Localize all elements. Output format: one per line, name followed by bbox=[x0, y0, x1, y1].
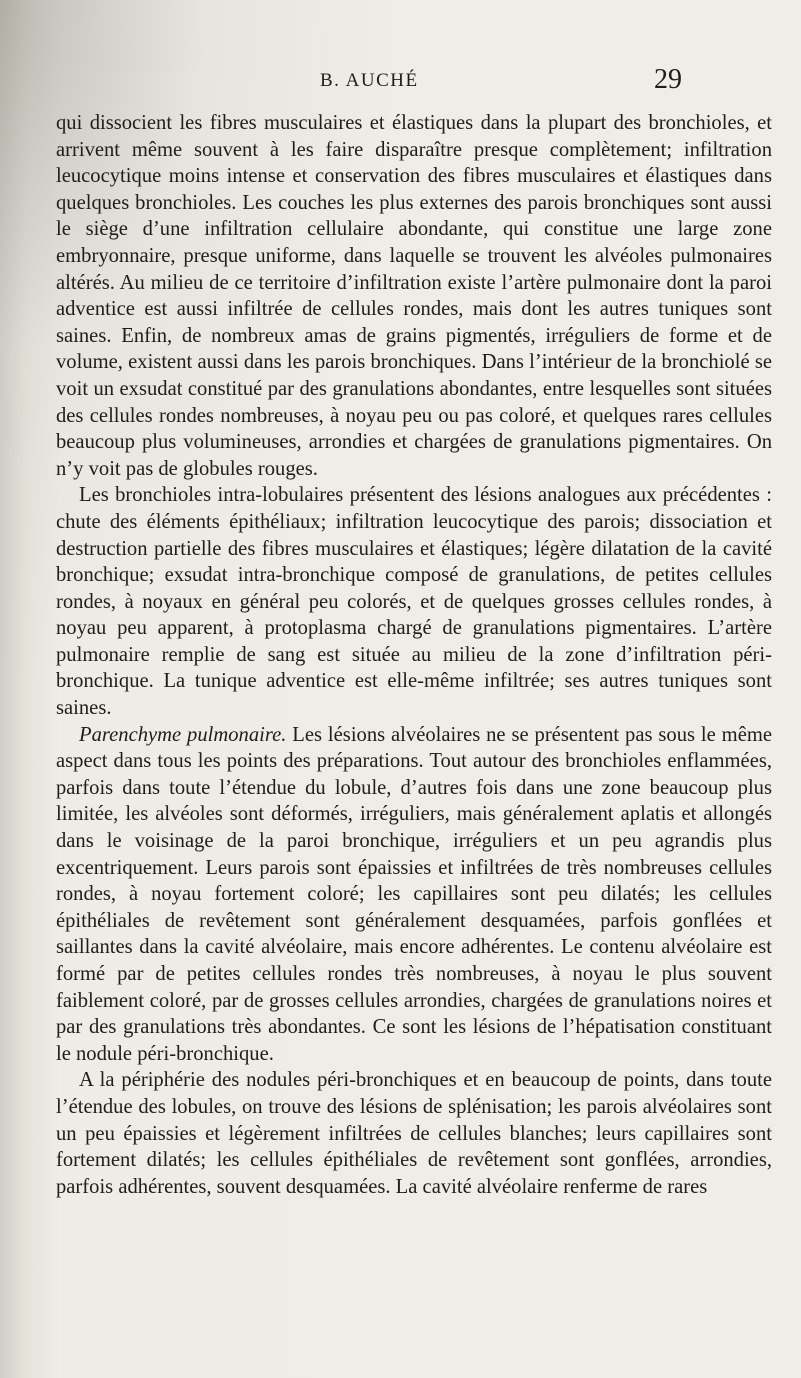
page-number: 29 bbox=[654, 64, 682, 95]
running-head-author: B. AUCHÉ bbox=[320, 70, 419, 91]
running-head bbox=[0, 64, 801, 94]
paragraph-2 bbox=[56, 482, 772, 721]
paragraph-1 bbox=[56, 110, 772, 482]
section-heading-parenchyme: Parenchyme pulmonaire. bbox=[79, 723, 287, 746]
paragraph-1-text: qui dissocient les fibres musculaires et élastiques dans la plupart des bronchioles, et arrivent même souvent à les faire disparaître presque complètement; infiltration leucocytique moins intense et conservation des fibres musculaires et élastiques dans quelques bronchioles. Les couches les plus externes des parois bronchiques sont aussi le siège d’une infiltration cellulaire abondante, qui constitue une large zone embryonnaire, presque uniforme, dans laquelle se trouvent les alvéoles pulmonaires altérés. Au milieu de ce territoire d’infiltration existe l’artère pulmonaire dont la paroi adventice est aussi infiltrée de cellules rondes, mais dont les autres tuniques sont saines. Enfin, de nombreux amas de grains pigmentés, irréguliers de forme et de volume, existent aussi dans les parois bronchiques. Dans l’intérieur de la bronchiolé se voit un exsudat constitué par des granulations abondantes, entre lesquelles sont situées des cellules rondes nombreuses, à noyau peu ou pas coloré, et quelques rares cellules beaucoup plus volumineuses, arrondies et chargées de granulations pigmentaires. On n’y voit pas de globules rouges. bbox=[56, 112, 772, 480]
paragraph-3 bbox=[56, 722, 772, 1068]
paragraph-3-text: Les lésions alvéolaires ne se présentent pas sous le même aspect dans tous les points des préparations. Tout autour des bronchioles enflammées, parfois dans toute l’étendue du lobule, d’autres fois dans une zone beaucoup plus limitée, les alvéoles sont déformés, irréguliers, mais généralement aplatis et allongés dans le voisinage de la paroi bronchique, irréguliers et un peu agrandis plus excentriquement. Leurs parois sont épaissies et infiltrées de très nombreuses cellules rondes, à noyau fortement coloré; les capillaires sont peu dilatés; les cellules épithéliales de revêtement sont généralement desquamées, parfois gonflées et saillantes dans la cavité alvéolaire, mais encore adhérentes. Le contenu alvéolaire est formé par de petites cellules rondes très nombreuses, à noyau le plus souvent faiblement coloré, par de grosses cellules arrondies, chargées de granulations noires et par des granulations très abondantes. Ce sont les lésions de l’hépatisation constituant le nodule péri-bronchique. bbox=[56, 723, 772, 1065]
paragraph-4-text: A la périphérie des nodules péri-bronchiques et en beaucoup de points, dans toute l’étendue des lobules, on trouve des lésions de splénisation; les parois alvéolaires sont un peu épaissies et légèrement infiltrées de cellules blanches; leurs capillaires sont fortement dilatés; les cellules épithéliales de revêtement sont gonflées, arrondies, parfois adhérentes, souvent desquamées. La cavité alvéolaire renferme de rares bbox=[56, 1069, 772, 1198]
body-text bbox=[56, 110, 772, 1200]
paragraph-2-text: Les bronchioles intra-lobulaires présentent des lésions analogues aux précédentes : chute des éléments épithéliaux; infiltration leucocytique des parois; dissociation et destruction partielle des fibres musculaires et élastiques; légère dilatation de la cavité bronchique; exsudat intra-bronchique composé de granulations, de petites cellules rondes, à noyaux en général peu colorés, et de quelques grosses cellules rondes, à noyau peu apparent, à protoplasma chargé de granulations pigmentaires. L’artère pulmonaire remplie de sang est située au milieu de la zone d’infiltration péri-bronchique. La tunique adventice est elle-même infiltrée; ses autres tuniques sont saines. bbox=[56, 484, 772, 720]
paragraph-4 bbox=[56, 1067, 772, 1200]
